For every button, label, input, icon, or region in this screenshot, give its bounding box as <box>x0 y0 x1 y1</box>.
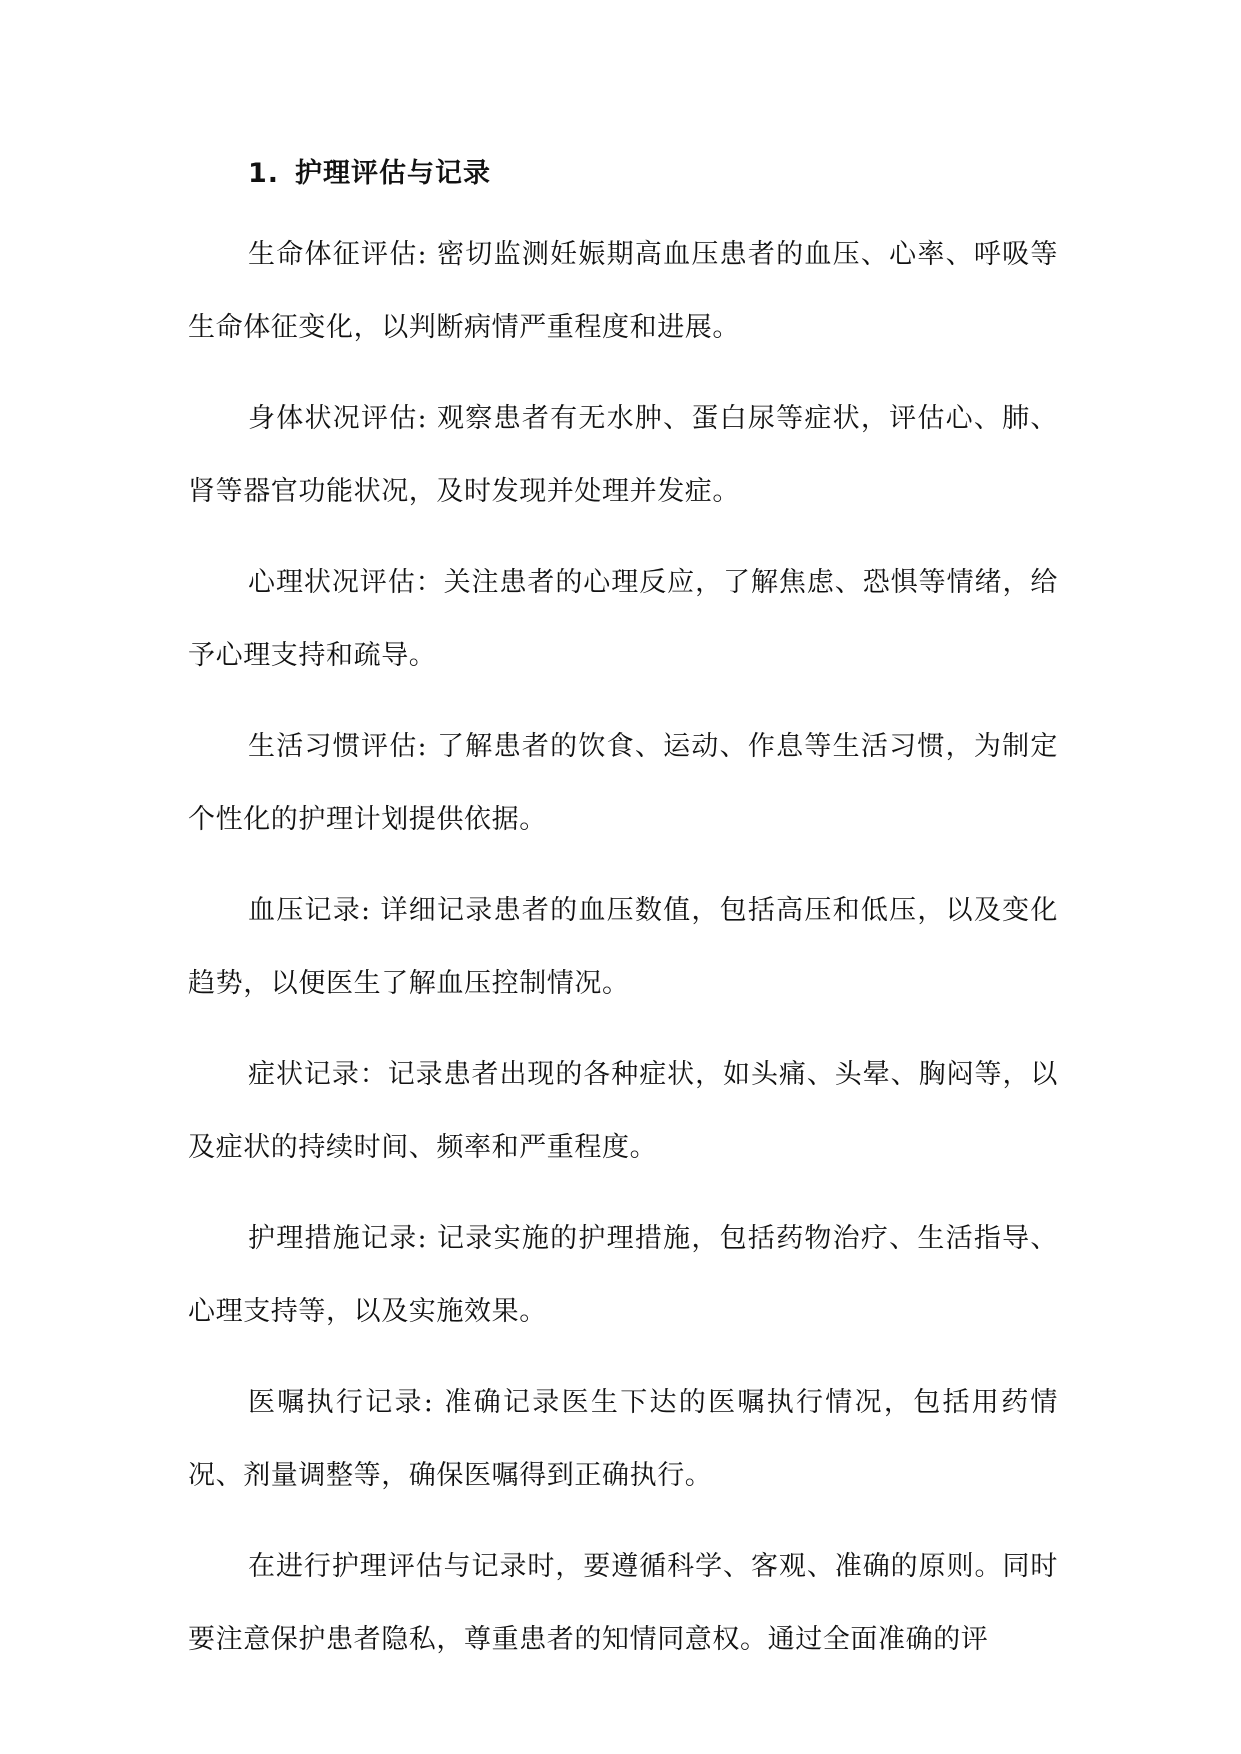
paragraph-psychological: 心理状况评估：关注患者的心理反应，了解焦虑、恐惧等情绪，给予心理支持和疏导。 <box>188 567 1058 671</box>
paragraph-vital-signs: 生命体征评估: 密切监测妊娠期高血压患者的血压、心率、呼吸等生命体征变化，以判断病情严重程度和进展。 <box>188 239 1058 343</box>
paragraph-orders-execution: 医嘱执行记录: 准确记录医生下达的医嘱执行情况，包括用药情况、剂量调整等，确保医嘱得到正确执行。 <box>188 1387 1058 1491</box>
section-title: 护理评估与记录 <box>295 158 492 189</box>
paragraph-principles: 在进行护理评估与记录时，要遵循科学、客观、准确的原则。同时要注意保护患者隐私，尊重患者的知情同意权。通过全面准确的评 <box>188 1551 1058 1655</box>
paragraph-blood-pressure-record: 血压记录: 详细记录患者的血压数值，包括高压和低压，以及变化趋势，以便医生了解血压控制情况。 <box>188 895 1058 999</box>
paragraph-physical-condition: 身体状况评估: 观察患者有无水肿、蛋白尿等症状，评估心、肺、肾等器官功能状况，及时发现并处理并发症。 <box>188 403 1058 507</box>
section-number: 1. <box>248 158 280 189</box>
paragraph-nursing-measures: 护理措施记录: 记录实施的护理措施，包括药物治疗、生活指导、心理支持等，以及实施效果。 <box>188 1223 1058 1327</box>
paragraph-symptom-record: 症状记录：记录患者出现的各种症状，如头痛、头晕、胸闷等，以及症状的持续时间、频率和严重程度。 <box>188 1059 1058 1163</box>
section-heading <box>248 148 1058 200</box>
document-page <box>188 148 1058 1676</box>
paragraph-lifestyle: 生活习惯评估: 了解患者的饮食、运动、作息等生活习惯，为制定个性化的护理计划提供依据。 <box>188 731 1058 835</box>
